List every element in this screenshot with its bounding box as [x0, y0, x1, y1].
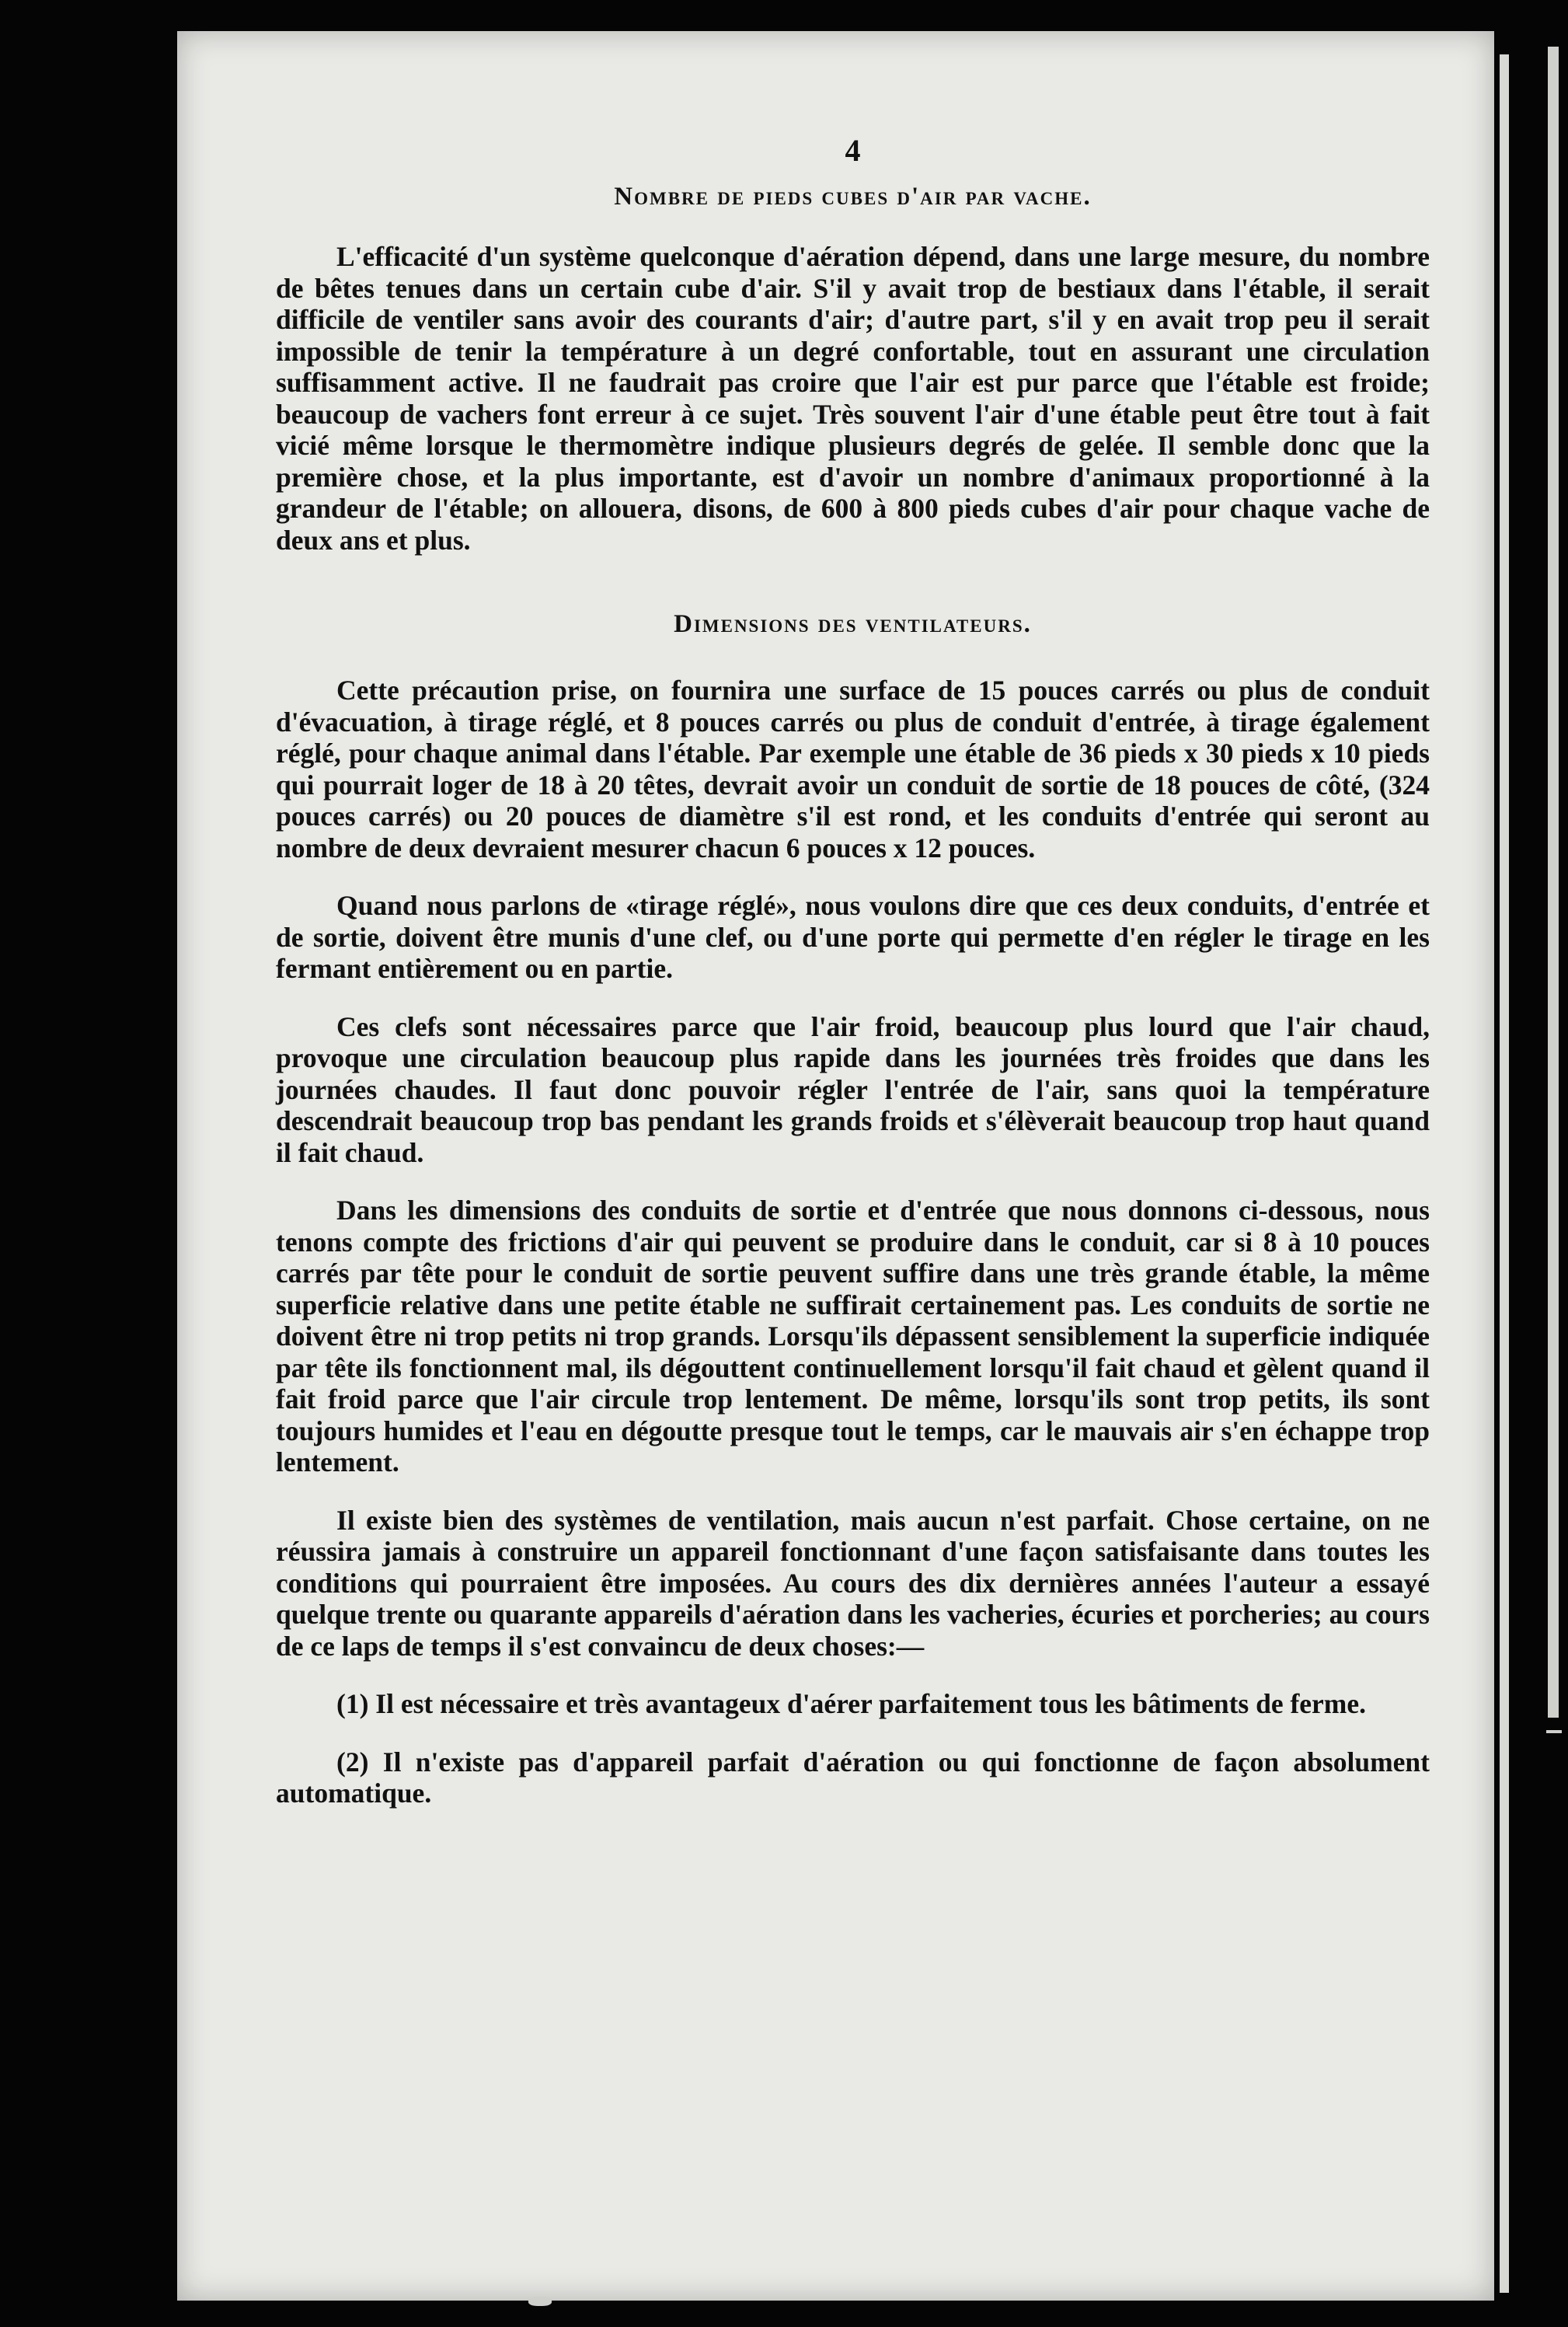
paragraph: Il existe bien des systèmes de ventilation, mais aucun n'est parfait. Chose certaine, on ne réussira jamais à construire un appareil fonctionnant d'une façon satisfaisante dans toutes les conditions qui pourraient être imposées. Au cours des dix dernières années l'auteur a essayé quelque trente ou quarante appareils d'aération dans les vacheries, écuries et porcheries; au cours de ce laps de temps il s'est convaincu de deux choses:— [276, 1504, 1430, 1662]
page-edge-bar [1548, 47, 1559, 1718]
scan-mark [528, 2297, 552, 2306]
paragraph: Ces clefs sont nécessaires parce que l'air froid, beaucoup plus lourd que l'air chaud, provoque une circulation beaucoup plus rapide dans les journées très froides que dans les journées chaudes. Il faut donc pouvoir régler l'entrée de l'air, sans quoi la température descendrait beaucoup trop bas pendant les grands froids et s'élèverait beaucoup trop haut quand il fait chaud. [276, 1010, 1430, 1168]
list-item: (2) Il n'existe pas d'appareil parfait d'aération ou qui fonctionne de façon absolument automatique. [276, 1746, 1430, 1809]
paragraph: Cette précaution prise, on fournira une surface de 15 pouces carrés ou plus de conduit d'évacuation, à tirage réglé, et 8 pouces carrés ou plus de conduit d'entrée, à tirage également réglé, pour chaque animal dans l'étable. Par exemple une étable de 36 pieds x 30 pieds x 10 pieds qui pourrait loger de 18 à 20 têtes, devrait avoir un conduit de sortie de 18 pouces de côté, (324 pouces carrés) ou 20 pouces de diamètre s'il est rond, et les conduits d'entrée qui seront au nombre de deux devraient mesurer chacun 6 pouces x 12 pouces. [276, 675, 1430, 863]
page-content [276, 132, 1430, 1809]
paragraph: L'efficacité d'un système quelconque d'aération dépend, dans une large mesure, du nombre de bêtes tenues dans un certain cube d'air. S'il y avait trop de bestiaux dans l'étable, il serait difficile de ventiler sans avoir des courants d'air; d'autre part, s'il y en avait trop peu il serait impossible de tenir la température à un degré confortable, tout en assurant une circulation suffisamment active. Il ne faudrait pas croire que l'air est pur parce que l'étable est froide; beaucoup de vachers font erreur à ce sujet. Très souvent l'air d'une étable peut être tout à fait vicié même lorsque le thermomètre indique plusieurs degrés de gelée. Il semble donc que la première chose, et la plus importante, est d'avoir un nombre d'animaux proportionné à la grandeur de l'étable; on allouera, disons, de 600 à 800 pieds cubes d'air pour chaque vache de deux ans et plus. [276, 241, 1430, 556]
section-heading-ventilator-dimensions: Dimensions des ventilateurs. [674, 610, 1032, 638]
paragraph: Dans les dimensions des conduits de sortie et d'entrée que nous donnons ci-dessous, nous tenons compte des frictions d'air qui peuvent se produire dans le conduit, car si 8 à 10 pouces carrés par tête pour le conduit de sortie peuvent suffire dans une très grande étable, la même superficie relative dans une petite étable ne suffirait certainement pas. Les conduits de sortie ne doivent être ni trop petits ni trop grands. Lorsqu'ils dépassent sensiblement la superficie indiquée par tête ils fonctionnent mal, ils dégouttent continuellement lorsqu'il fait chaud et gèlent quand il fait froid parce que l'air circule trop lentement. De même, lorsqu'ils sont trop petits, ils sont toujours humides et l'eau en dégoutte presque tout le temps, car le mauvais air s'en échappe trop lentement. [276, 1195, 1430, 1477]
paragraph: Quand nous parlons de «tirage réglé», nous voulons dire que ces deux conduits, d'entrée et de sortie, doivent être munis d'une clef, ou d'une porte qui permette d'en régler le tirage en les fermant entièrement ou en partie. [276, 890, 1430, 984]
next-page-edge [1500, 54, 1509, 2293]
list-item: (1) Il est nécessaire et très avantageux d'aérer parfaitement tous les bâtiments de ferme. [336, 1688, 1367, 1719]
section-heading-air-volume: Nombre de pieds cubes d'air par vache. [614, 183, 1092, 211]
page-number: 4 [845, 133, 861, 168]
